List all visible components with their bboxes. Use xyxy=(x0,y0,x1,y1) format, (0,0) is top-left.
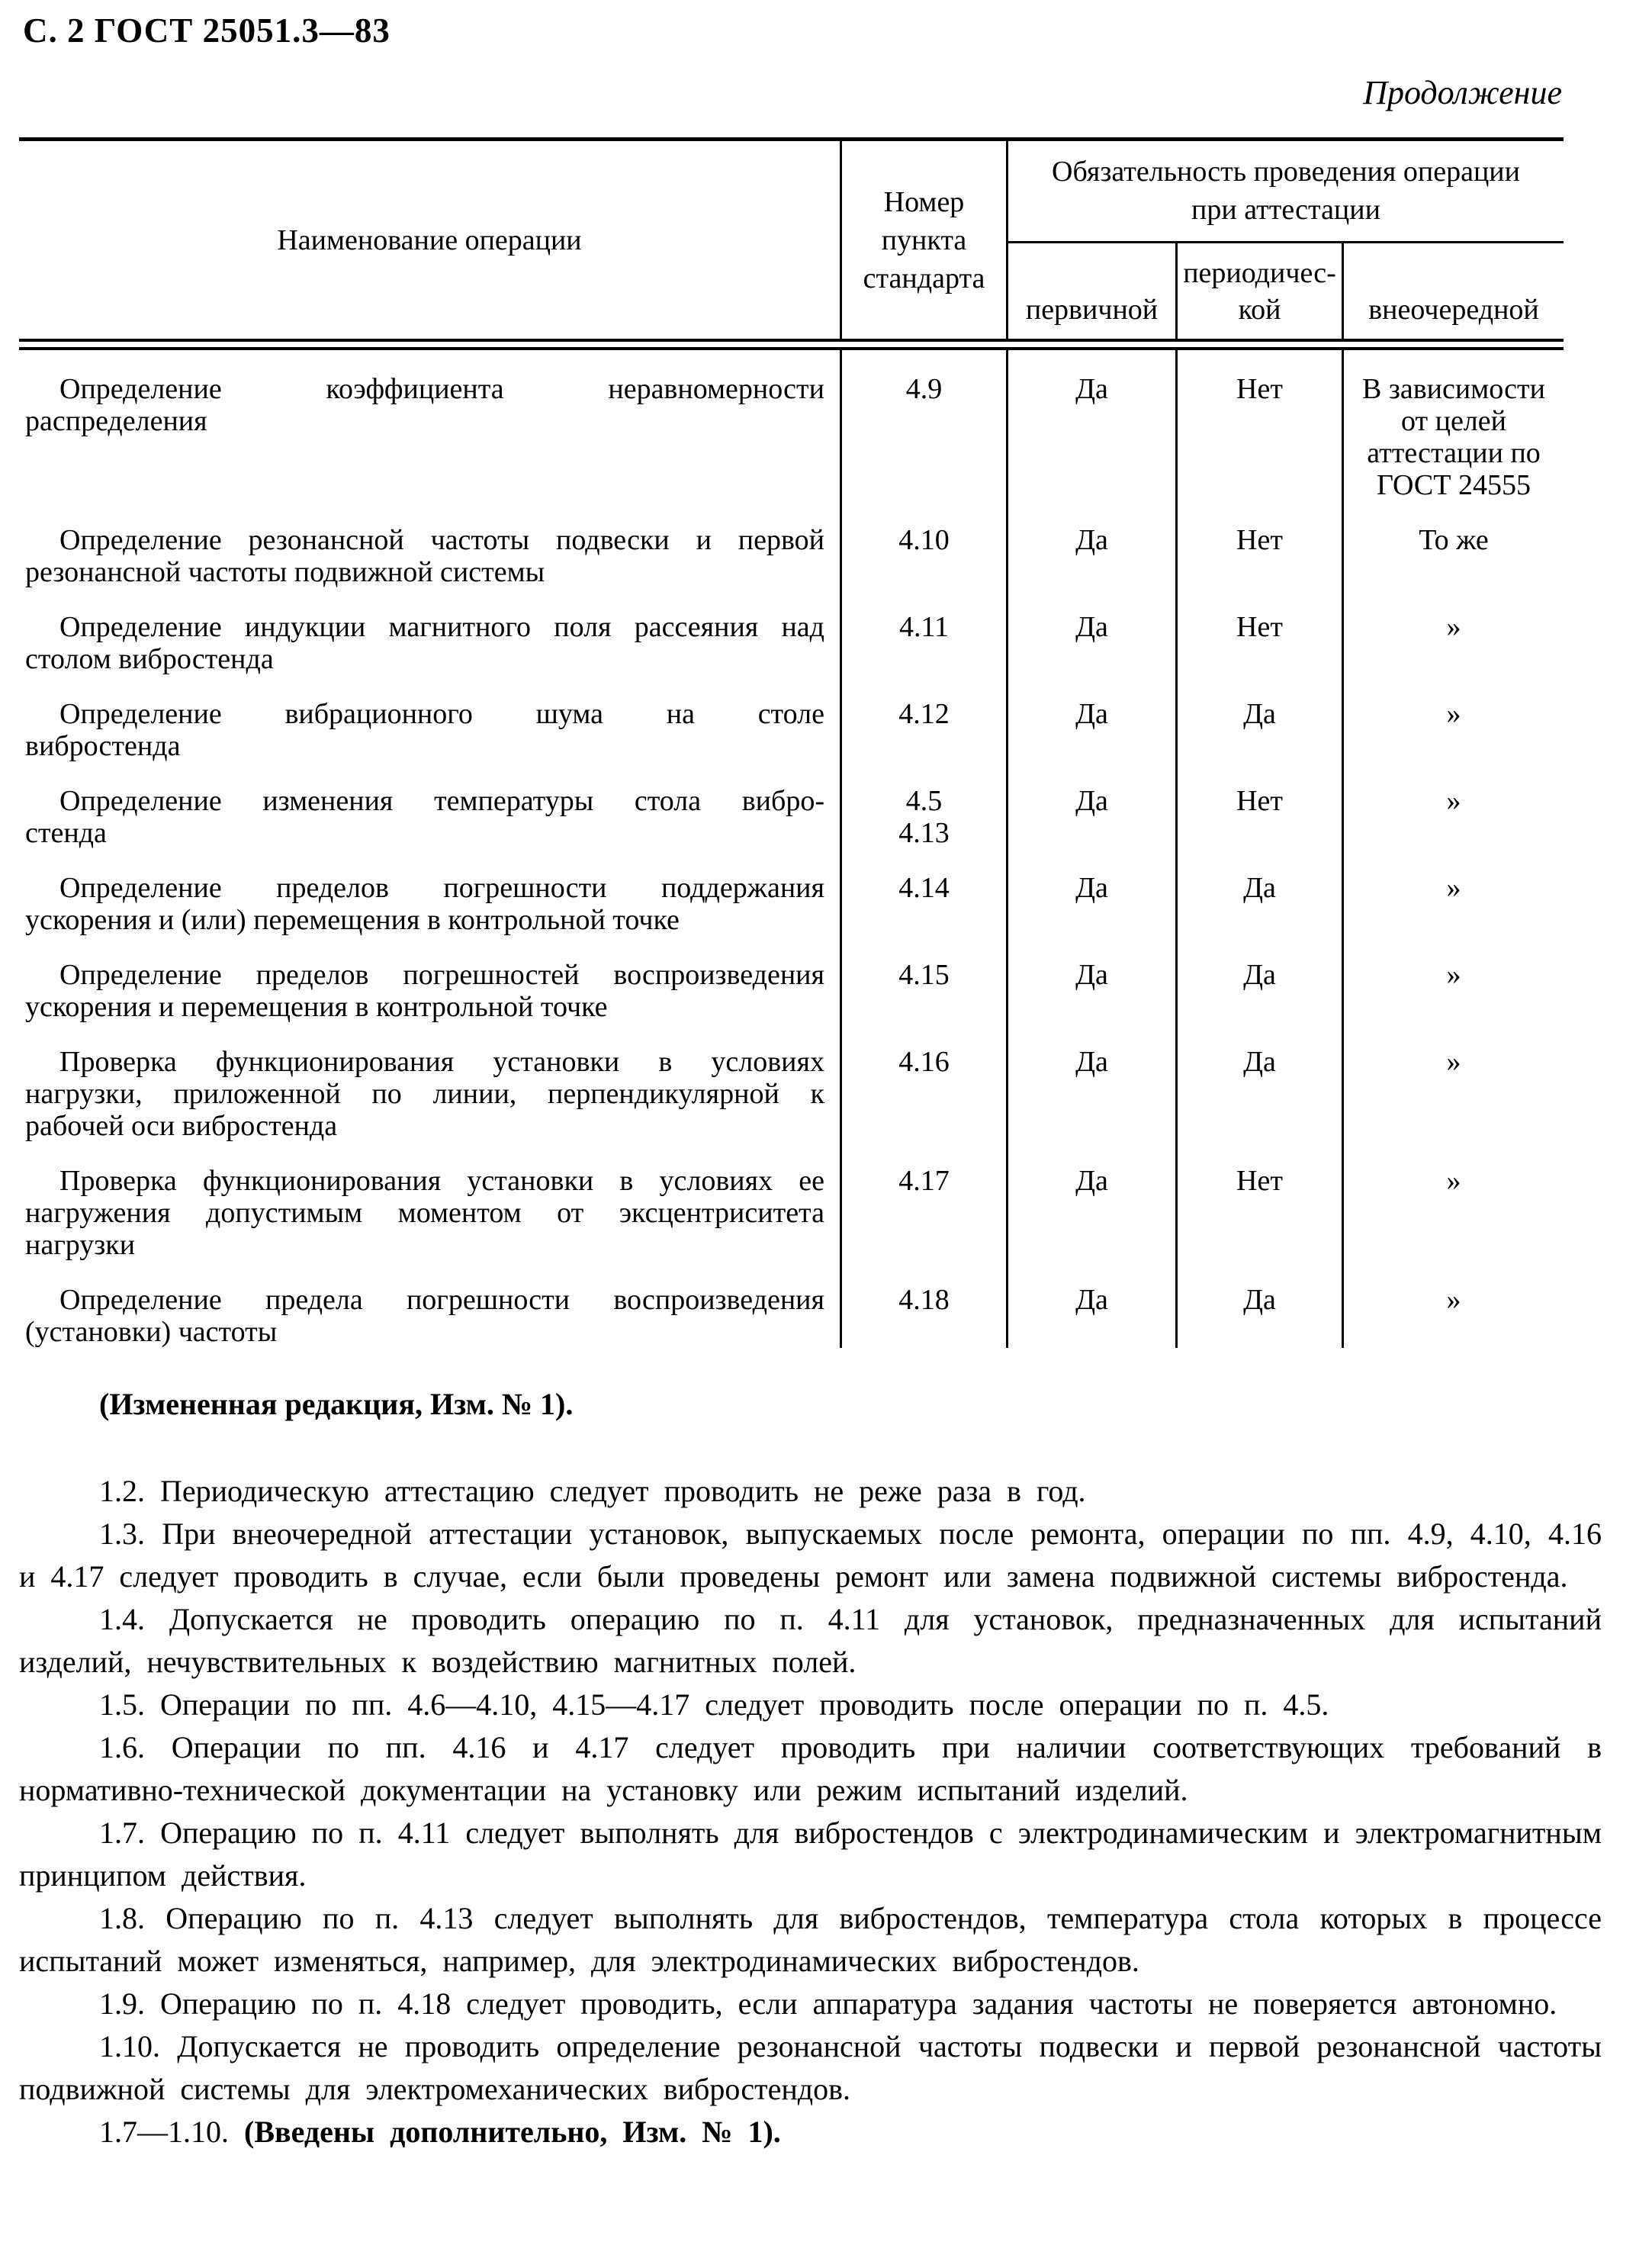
clause-number-cell xyxy=(842,675,1008,762)
note-text: 1.4. Допускается не проводить операцию по п. 4.11 для установок, предназначенных для испытаний изделий, нечувствительных к воздействию магнитных полей. xyxy=(19,1602,1602,1679)
page-header: С. 2 ГОСТ 25051.3—83 xyxy=(23,11,391,50)
note-paragraph xyxy=(19,1513,1602,1598)
operation-name-cell xyxy=(19,1023,842,1142)
note-text: 1.2. Периодическую аттестацию следует проводить не реже раза в год. xyxy=(99,1474,1086,1508)
primary-value-cell: Да xyxy=(1008,350,1178,501)
operation-name-cell xyxy=(19,350,842,501)
clause-number-line: 4.11 xyxy=(898,611,950,643)
clause-number-line: 4.17 xyxy=(898,1165,950,1197)
extraordinary-value-cell xyxy=(1344,1261,1564,1348)
extraordinary-value-line: » xyxy=(1446,1284,1461,1316)
note-paragraph xyxy=(19,1726,1602,1812)
extraordinary-value-line: » xyxy=(1446,698,1461,730)
column-header-primary-label: первичной xyxy=(1025,294,1159,326)
periodic-value-cell: Нет xyxy=(1178,1142,1344,1261)
primary-value-cell: Да xyxy=(1008,762,1178,849)
extraordinary-value-cell xyxy=(1344,1142,1564,1261)
note-text: 1.6. Операции по пп. 4.16 и 4.17 следует проводить при наличии соответствующих требований в нормативно-технической документации на установку или режим испытаний изделий. xyxy=(19,1730,1602,1807)
extraordinary-value-line: » xyxy=(1446,959,1461,991)
amendment-note xyxy=(19,1383,1602,1426)
periodic-value-cell: Нет xyxy=(1178,501,1344,588)
note-text: 1.3. При внеочередной аттестации установок, выпускаемых после ремонта, операции по пп. 4.9, 4.10, 4.16 и 4.17 следует проводить в случае, если были проведены ремонт или замена подвижной системы вибростенда. xyxy=(19,1517,1602,1594)
column-header-operation: Наименование операции xyxy=(19,141,842,339)
clause-number-line: 4.12 xyxy=(898,698,950,730)
clause-number-cell xyxy=(842,350,1008,501)
operation-name-line: распределения xyxy=(25,405,207,437)
clause-number-line: 4.16 xyxy=(898,1046,950,1078)
primary-value-cell: Да xyxy=(1008,936,1178,1023)
primary-value-cell: Да xyxy=(1008,1023,1178,1142)
operation-name-line: стенда xyxy=(25,817,107,849)
operation-name-cell xyxy=(19,1142,842,1261)
clause-number-line: 4.15 xyxy=(898,959,950,991)
operation-name-line: (установки) частоты xyxy=(25,1316,278,1348)
table-header xyxy=(19,141,1564,339)
operation-name-line: вибростенда xyxy=(25,730,181,762)
column-header-obligation-group xyxy=(1008,141,1564,243)
operation-name-line: Проверка функционирования установки в условиях xyxy=(59,1046,824,1078)
extraordinary-value-line: ГОСТ 24555 xyxy=(1377,469,1531,501)
clause-number-cell xyxy=(842,762,1008,849)
periodic-value-cell: Да xyxy=(1178,675,1344,762)
extraordinary-value-cell xyxy=(1344,1023,1564,1142)
operation-name-line: Определение предела погрешности воспроизведения xyxy=(59,1284,824,1316)
extraordinary-value-line: от целей xyxy=(1401,405,1506,437)
clause-number-line: 4.13 xyxy=(898,817,950,849)
primary-value-cell: Да xyxy=(1008,675,1178,762)
clause-number-cell xyxy=(842,936,1008,1023)
periodic-value-cell: Да xyxy=(1178,1261,1344,1348)
primary-value-cell: Да xyxy=(1008,1142,1178,1261)
clause-number-line: 4.10 xyxy=(898,524,950,556)
column-header-clause-line: стандарта xyxy=(863,262,985,294)
operation-name-line: резонансной частоты подвижной системы xyxy=(25,556,545,588)
clause-number-cell xyxy=(842,501,1008,588)
note-paragraph xyxy=(19,1983,1602,2025)
column-header-primary xyxy=(1008,243,1178,339)
note-text: 1.7. Операцию по п. 4.11 следует выполнять для вибростендов с электродинамическим и электромагнитным принципом действия. xyxy=(19,1816,1602,1893)
header-separator-double-line xyxy=(19,339,1564,350)
column-header-periodic-line: кой xyxy=(1238,294,1281,326)
note-paragraph xyxy=(19,2025,1602,2111)
note-text: 1.9. Операцию по п. 4.18 следует проводить, если аппаратура задания частоты не поверяется автономно. xyxy=(99,1986,1557,2021)
periodic-value-cell: Нет xyxy=(1178,350,1344,501)
extraordinary-value-line: аттестации по xyxy=(1367,437,1541,469)
note-bold-text: (Введены дополнительно, Изм. № 1). xyxy=(244,2115,781,2149)
clause-number-cell xyxy=(842,1261,1008,1348)
operation-name-line: Определение пределов погрешности поддержания xyxy=(59,872,824,904)
extraordinary-value-cell xyxy=(1344,588,1564,675)
operation-name-line: ускорения и перемещения в контрольной точке xyxy=(25,991,608,1023)
primary-value-cell: Да xyxy=(1008,501,1178,588)
extraordinary-value-cell xyxy=(1344,762,1564,849)
extraordinary-value-line: В зависимости xyxy=(1361,373,1545,405)
clause-number-line: 4.5 xyxy=(905,785,943,817)
operation-name-cell xyxy=(19,1261,842,1348)
operation-name-cell xyxy=(19,936,842,1023)
extraordinary-value-cell xyxy=(1344,501,1564,588)
note-paragraph xyxy=(19,1470,1602,1513)
extraordinary-value-cell xyxy=(1344,350,1564,501)
note-paragraph xyxy=(19,1598,1602,1684)
periodic-value-cell: Да xyxy=(1178,936,1344,1023)
continuation-label: Продолжение xyxy=(1363,74,1562,111)
extraordinary-value-line: » xyxy=(1446,1046,1461,1078)
extraordinary-value-line: » xyxy=(1446,785,1461,817)
clause-number-cell xyxy=(842,588,1008,675)
primary-value-cell: Да xyxy=(1008,849,1178,936)
extraordinary-value-line: То же xyxy=(1419,524,1489,556)
note-paragraph xyxy=(19,1684,1602,1726)
operation-name-line: Определение резонансной частоты подвески и первой xyxy=(59,524,824,556)
operation-name-cell xyxy=(19,675,842,762)
operation-name-line: Определение вибрационного шума на столе xyxy=(59,698,824,730)
operations-table xyxy=(19,137,1564,1348)
extraordinary-value-line: » xyxy=(1446,1165,1461,1197)
column-header-periodic xyxy=(1178,243,1344,339)
column-header-extraordinary-label: внеочередной xyxy=(1368,294,1539,326)
operation-name-line: Проверка функционирования установки в условиях ее xyxy=(59,1165,824,1197)
operation-name-line: нагружения допустимым моментом от эксцентриситета xyxy=(25,1197,824,1229)
clause-number-line: 4.18 xyxy=(898,1284,950,1316)
note-bold-text: (Измененная редакция, Изм. № 1). xyxy=(99,1387,574,1421)
clause-number-line: 4.9 xyxy=(905,373,943,405)
periodic-value-cell: Нет xyxy=(1178,588,1344,675)
operation-name-line: столом вибростенда xyxy=(25,643,274,675)
operation-name-line: Определение изменения температуры стола вибро- xyxy=(59,785,824,817)
operation-name-line: ускорения и (или) перемещения в контрольной точке xyxy=(25,904,680,936)
operation-name-cell xyxy=(19,588,842,675)
periodic-value-cell: Да xyxy=(1178,1023,1344,1142)
extraordinary-value-line: » xyxy=(1446,872,1461,904)
extraordinary-value-line: » xyxy=(1446,611,1461,643)
note-text: 1.8. Операцию по п. 4.13 следует выполнять для вибростендов, температура стола которых в процессе испытаний может изменяться, например, для электродинамических вибростендов. xyxy=(19,1901,1602,1978)
column-header-periodic-line: периодичес- xyxy=(1183,257,1336,289)
periodic-value-cell: Да xyxy=(1178,849,1344,936)
column-header-extraordinary xyxy=(1344,243,1564,339)
extraordinary-value-cell xyxy=(1344,936,1564,1023)
operation-name-line: Определение пределов погрешностей воспроизведения xyxy=(59,959,824,991)
column-header-obligation-line: Обязательность проведения операции xyxy=(1052,156,1520,188)
operation-name-line: нагрузки, приложенной по линии, перпендикулярной к xyxy=(25,1078,824,1110)
note-paragraph xyxy=(19,2111,1602,2153)
column-header-clause-line: пункта xyxy=(881,224,967,256)
operation-name-line: Определение индукции магнитного поля рассеяния над xyxy=(59,611,824,643)
primary-value-cell: Да xyxy=(1008,588,1178,675)
clause-number-line: 4.14 xyxy=(898,872,950,904)
operation-name-line: рабочей оси вибростенда xyxy=(25,1110,338,1142)
note-prefix: 1.7—1.10. xyxy=(99,2115,244,2149)
periodic-value-cell: Нет xyxy=(1178,762,1344,849)
column-header-clause-line: Номер xyxy=(883,185,965,218)
primary-value-cell: Да xyxy=(1008,1261,1178,1348)
operation-name-line: Определение коэффициента неравномерности xyxy=(59,373,824,405)
clause-number-cell xyxy=(842,1142,1008,1261)
column-header-obligation-line: при аттестации xyxy=(1191,194,1380,226)
operation-name-cell xyxy=(19,762,842,849)
extraordinary-value-cell xyxy=(1344,675,1564,762)
note-text: 1.10. Допускается не проводить определение резонансной частоты подвески и первой резонансной частоты подвижной системы для электромеханических вибростендов. xyxy=(19,2029,1602,2106)
note-paragraph xyxy=(19,1812,1602,1897)
operation-name-cell xyxy=(19,849,842,936)
operation-name-line: нагрузки xyxy=(25,1229,136,1261)
table-body xyxy=(19,350,1564,1348)
operation-name-cell xyxy=(19,501,842,588)
clause-number-cell xyxy=(842,849,1008,936)
clause-number-cell xyxy=(842,1023,1008,1142)
notes-section xyxy=(19,1383,1602,2153)
note-paragraph xyxy=(19,1897,1602,1983)
note-text: 1.5. Операции по пп. 4.6—4.10, 4.15—4.17 следует проводить после операции по п. 4.5. xyxy=(99,1687,1329,1722)
extraordinary-value-cell xyxy=(1344,849,1564,936)
column-header-clause-number xyxy=(842,141,1008,339)
